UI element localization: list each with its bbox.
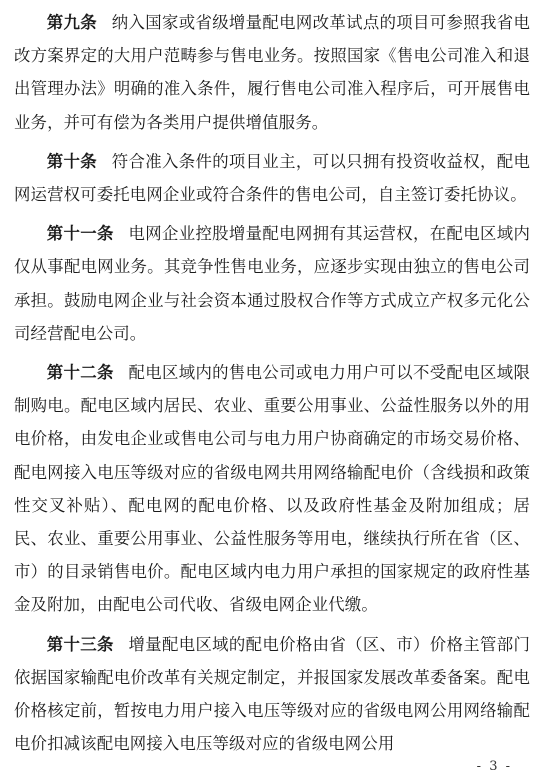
article-9-text: 纳入国家或省级增量配电网改革试点的项目可参照我省电改方案界定的大用户范畴参与售电业务。按照国家《售电公司准入和退出管理办法》明确的准入条件，履行售电公司准入程序后，可开展售电业务，并可有偿为各类用户提供增值服务。: [14, 13, 531, 132]
article-11-text: 电网企业控股增量配电网拥有其运营权，在配电区域内仅从事配电网业务。其竞争性售电业务，应逐步实现由独立的售电公司承担。鼓励电网企业与社会资本通过股权合作等方式成立产权多元化公司经营配电公司。: [14, 224, 530, 343]
article-12-title: 第十二条: [46, 363, 114, 383]
article-10: [14, 145, 530, 211]
article-11: [14, 217, 530, 350]
article-13-title: 第十三条: [46, 634, 114, 654]
article-10-title: 第十条: [46, 151, 98, 171]
article-9: [14, 6, 530, 139]
article-9-title: 第九条: [46, 13, 98, 32]
page-number: - 3 -: [476, 759, 512, 774]
article-12-text: 配电区域内的售电公司或电力用户可以不受配电区域限制购电。配电区域内居民、农业、重要公用事业、公益性服务以外的用电价格，由发电企业或售电公司与电力用户协商确定的市场交易价格、配电网接入电压等级对应的省级电网共用网络输配电价（含线损和政策性交叉补贴）、配电网的配电价格、以及政府性基金及附加组成；居民、农业、重要公用事业、公益性服务等用电，继续执行所在省（区、市）的目录销售电价。配电区域内电力用户承担的国家规定的政府性基金及附加，由配电公司代收、省级电网企业代缴。: [14, 363, 530, 615]
article-11-title: 第十一条: [46, 224, 114, 244]
article-10-text: 符合准入条件的项目业主，可以只拥有投资收益权，配电网运营权可委托电网企业或符合条件的售电公司，自主签订委托协议。: [14, 151, 531, 205]
article-13: [14, 628, 530, 761]
article-12: [14, 356, 530, 622]
article-13-text: 增量配电区域的配电价格由省（区、市）价格主管部门依据国家输配电价改革有关规定制定，并报国家发展改革委备案。配电价格核定前，暂按电力用户接入电压等级对应的省级电网公用网络输配电价扣减该配电网接入电压等级对应的省级电网公用: [14, 634, 530, 754]
